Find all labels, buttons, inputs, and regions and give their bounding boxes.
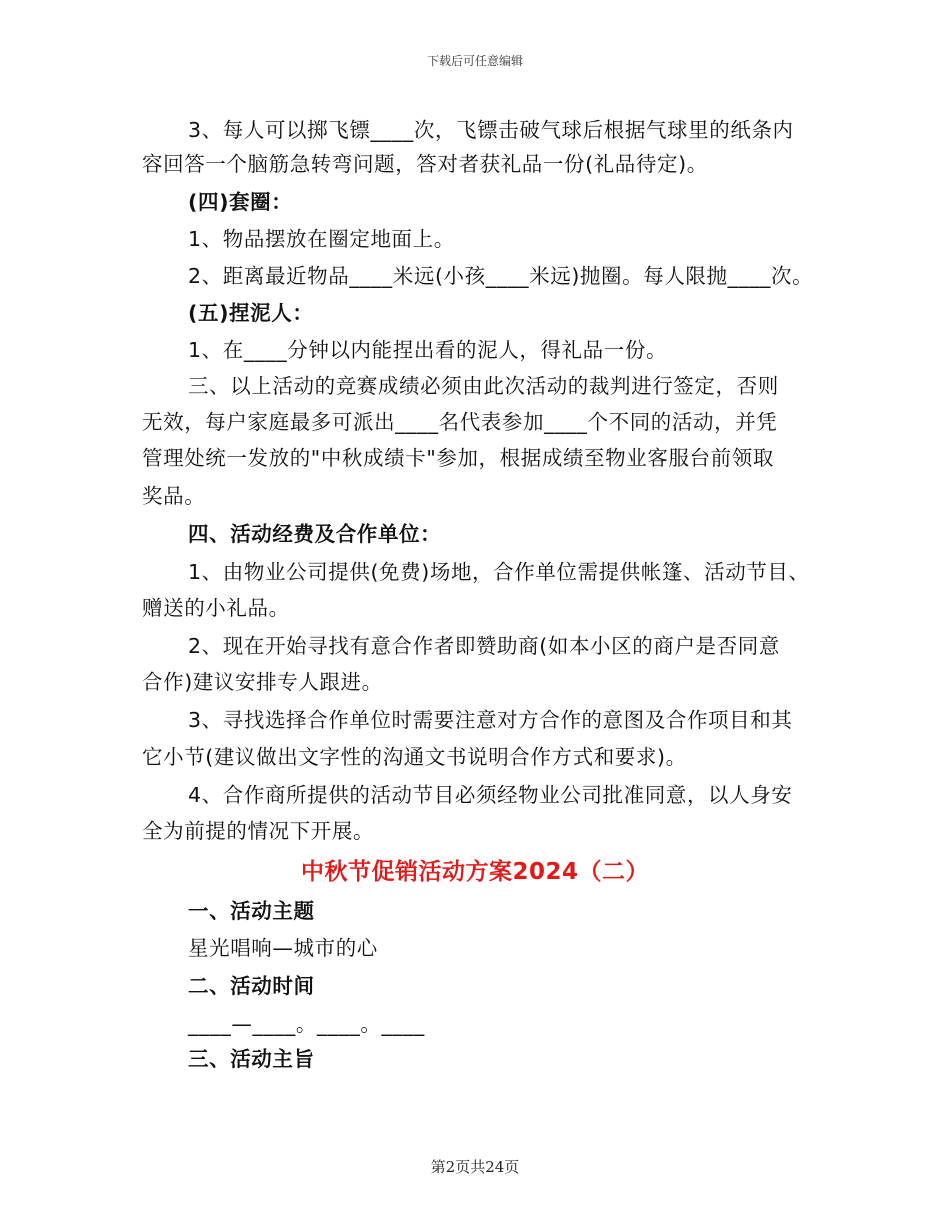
section-title: 中秋节促销活动方案2024（二）	[300, 859, 649, 885]
text-line: 1、由物业公司提供(免费)场地，合作单位需提供帐篷、活动节目、	[188, 560, 810, 584]
section-heading: 二、活动时间	[188, 974, 315, 998]
text-line: 3、寻找选择合作单位时需要注意对方合作的意图及合作项目和其	[188, 708, 793, 732]
text-line: 它小节(建议做出文字性的沟通文书说明合作方式和要求)。	[142, 745, 687, 769]
page-header: 下载后可任意编辑	[426, 54, 523, 68]
subsection-heading: (四)套圈：	[188, 190, 293, 214]
text-line: 4、合作商所提供的活动节目必须经物业公司批准同意，以人身安	[188, 783, 793, 807]
text-line: 1、物品摆放在圈定地面上。	[188, 227, 455, 251]
text-line: 2、距离最近物品____米远(小孩____米远)抛圈。每人限抛____次。	[188, 264, 814, 288]
text-line: 无效，每户家庭最多可派出____名代表参加____个不同的活动，并凭	[142, 410, 778, 434]
text-line: ____—____。____。____	[188, 1012, 425, 1036]
subsection-heading: (五)捏泥人：	[188, 301, 314, 325]
page-footer: 第2页共24页	[430, 1158, 520, 1176]
section-heading: 四、活动经费及合作单位：	[188, 522, 442, 546]
text-line: 奖品。	[142, 484, 206, 508]
section-heading: 三、活动主旨	[188, 1047, 315, 1071]
section-heading: 一、活动主题	[188, 899, 315, 923]
text-line: 1、在____分钟以内能捏出看的泥人，得礼品一份。	[188, 338, 668, 362]
text-line: 全为前提的情况下开展。	[142, 819, 375, 843]
text-line: 赠送的小礼品。	[142, 596, 290, 620]
text-line: 容回答一个脑筋急转弯问题，答对者获礼品一份(礼品待定)。	[142, 152, 708, 176]
text-line: 星光唱响—城市的心	[188, 936, 378, 960]
text-line: 三、以上活动的竞赛成绩必须由此次活动的裁判进行签定，否则	[188, 374, 779, 398]
text-line: 合作)建议安排专人跟进。	[142, 670, 383, 694]
text-line: 2、现在开始寻找有意合作者即赞助商(如本小区的商户是否同意	[188, 634, 780, 658]
text-line: 3、每人可以掷飞镖____次，飞镖击破气球后根据气球里的纸条内	[188, 118, 794, 142]
text-line: 管理处统一发放的"中秋成绩卡"参加，根据成绩至物业客服台前领取	[142, 446, 774, 470]
